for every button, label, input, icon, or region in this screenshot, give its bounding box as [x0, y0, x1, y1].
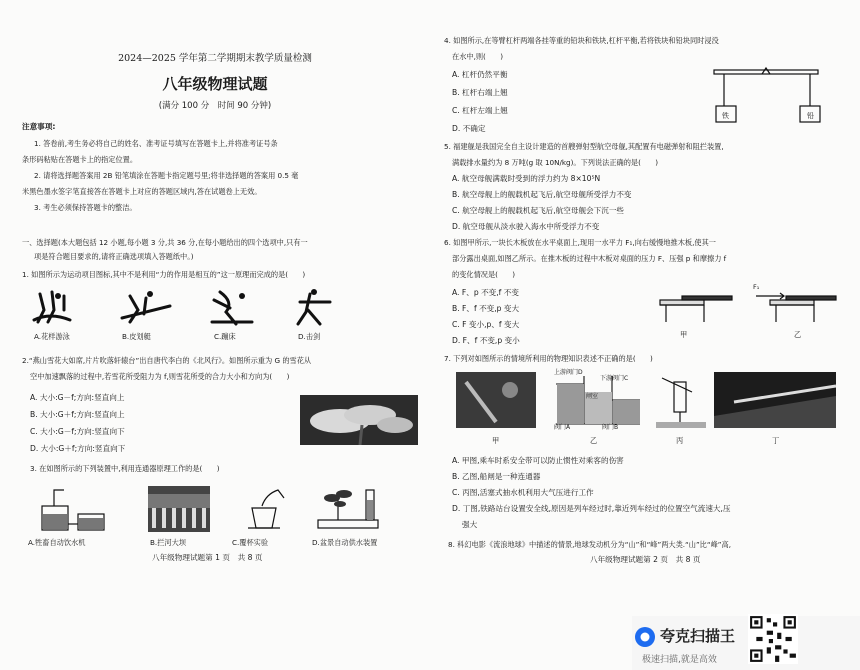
notice-heading: 注意事项: — [22, 122, 56, 131]
q3-option-c: C.覆杯实验 — [232, 538, 269, 547]
q7-fig-bing-label: 丙 — [676, 436, 684, 445]
q4-lead-label: 铅 — [807, 112, 814, 120]
exam-title: 八年级物理试题 — [162, 75, 268, 93]
q6-option-a: A. F、p 不变,f 不变 — [452, 288, 519, 297]
q2-option-c: C. 大小:G－f;方向:竖直向下 — [30, 427, 125, 436]
question-7: 7. 下列对如图所示的情境所利用的物理知识表述不正确的是( ) — [444, 354, 653, 363]
notice-line: 1. 答卷前,考生务必将自己的姓名、准考证号填写在答题卡上,并将准考证号条 — [34, 139, 278, 148]
notice-line: 2. 请将选择题答案用 2B 铅笔填涂在答题卡指定题号里;将非选择题的答案用 0.5 毫 — [34, 171, 299, 180]
q2-snow-tree-photo — [300, 395, 418, 445]
q7-lock-chamber-label: 闸室 — [586, 393, 599, 400]
q5-option-c: C. 航空母舰上的舰载机起飞后,航空母舰会下沉一些 — [452, 206, 625, 215]
section-instruction: 项是符合题目要求的,请将正确选项填入答题纸中。) — [34, 252, 194, 261]
q3-option-a: A.牲畜自动饮水机 — [28, 538, 86, 547]
q7-option-d: D. 丁图,铁路站台设置安全线,原因是列车经过时,靠近列车经过的位置空气流速大,压 — [452, 504, 731, 513]
q4-option-d: D. 不确定 — [452, 124, 486, 133]
q3-bonsai-water-figure — [312, 484, 384, 534]
q4-option-b: B. 杠杆右端上翘 — [452, 88, 508, 97]
q5-option-a: A. 航空母舰满载时受到的浮力约为 8×10⁵N — [452, 174, 601, 183]
exam-subtitle: (满分 100 分 时间 90 分钟) — [158, 101, 272, 111]
page-2 — [430, 0, 860, 670]
question-5-line-1: 5. 福建舰是我国完全自主设计建造的首艘弹射型航空母舰,其配置有电磁弹射和阻拦装置, — [444, 142, 724, 151]
q7-train-station-photo — [714, 372, 836, 428]
page-1-footer: 八年级物理试题第 1 页 共 8 页 — [152, 553, 263, 562]
q2-option-b: B. 大小:G＋f;方向:竖直向上 — [30, 410, 125, 419]
q6-fig-yi-label: 乙 — [794, 330, 802, 339]
q2-option-d: D. 大小:G＋f;方向:竖直向下 — [30, 444, 126, 453]
school-year-heading: 2024—2025 学年第二学期期末教学质量检测 — [118, 53, 312, 64]
q7-option-c: C. 丙图,活塞式抽水机利用大气压进行工作 — [452, 488, 594, 497]
question-1: 1. 如图所示为运动项目图标,其中不是利用“力的作用是相互的”这一原理而完成的是( ) — [22, 270, 306, 279]
q1-option-b: B.皮划艇 — [122, 332, 151, 341]
question-6-line-1: 6. 如图甲所示,一块长木板放在水平桌面上,现用一水平力 F₁,向右缓慢地推木板,使其一 — [444, 238, 716, 247]
q1-sport-icons — [30, 288, 350, 328]
scanner-slogan: 极速扫描,就是高效 — [642, 655, 717, 665]
q7-fig-yi-label: 乙 — [590, 436, 598, 445]
q7-option-a: A. 甲图,乘车时系安全带可以防止惯性对乘客的伤害 — [452, 456, 624, 465]
quark-logo-icon — [634, 626, 656, 648]
scanner-brand: 夸克扫描王 — [660, 627, 736, 645]
question-5-line-2: 满载排水量约为 8 万吨(g 取 10N/kg)。下列说法正确的是( ) — [452, 158, 659, 167]
q7-option-b: B. 乙图,船闸是一种连通器 — [452, 472, 541, 481]
q3-dam-photo — [148, 486, 210, 532]
page-2-footer: 八年级物理试题第 2 页 共 8 页 — [590, 555, 701, 564]
q1-option-c: C.蹦床 — [214, 332, 236, 341]
q7-seatbelt-photo — [456, 372, 536, 428]
q7-fig-ding-label: 丁 — [772, 436, 780, 445]
q6-option-c: C. F 变小,p、f 变大 — [452, 320, 520, 329]
question-6-line-3: 的变化情况是( ) — [452, 270, 516, 279]
question-6-line-2: 部分露出桌面,如图乙所示。在推木板的过程中木板对桌面的压力 F、压强 p 和摩擦力 f — [452, 254, 727, 263]
q1-option-d: D.击剑 — [298, 332, 321, 341]
q6-option-d: D. F、f 不变,p 变小 — [452, 336, 520, 345]
scanner-watermark — [632, 616, 860, 670]
question-2-line-2: 空中加速飘落的过程中,若雪花所受阻力为 f,则雪花所受的合力大小和方向为( ) — [30, 372, 290, 381]
q6-fig-jia-label: 甲 — [680, 330, 688, 339]
q5-option-b: B. 航空母舰上的舰载机起飞后,航空母舰所受浮力不变 — [452, 190, 632, 199]
notice-line: 3. 考生必须保持答题卡的整洁。 — [34, 203, 137, 212]
question-3: 3. 在如图所示的下列装置中,利用连通器原理工作的是( ) — [30, 464, 220, 473]
q7-upstream-gate-label: 上游阀门D — [554, 369, 583, 376]
question-8: 8. 科幻电影《流浪地球》中描述的情景,地球发动机分为“山”和“峰”两大类.“山”比“峰”高, — [448, 540, 731, 549]
q7-option-d-cont: 强大 — [462, 520, 478, 529]
q3-option-d: D.盆景自动供水装置 — [312, 538, 378, 547]
q6-force-label: F₁ — [753, 283, 760, 291]
q1-option-a: A.花样游泳 — [34, 332, 70, 341]
q7-valve-a-label: 阀门A — [554, 424, 571, 431]
q7-valve-b-label: 阀门B — [602, 424, 619, 431]
q3-option-b: B.拦河大坝 — [150, 538, 186, 547]
q5-option-d: D. 航空母舰从淡水驶入海水中所受浮力不变 — [452, 222, 600, 231]
q7-fig-jia-label: 甲 — [492, 436, 500, 445]
section-instruction: 一、选择题(本大题包括 12 小题,每小题 3 分,共 36 分,在每小题给出的四个选项中,只有一 — [22, 238, 308, 247]
q6-option-b: B. F、f 不变,p 变大 — [452, 304, 520, 313]
q4-option-a: A. 杠杆仍然平衡 — [452, 70, 508, 79]
notice-line: 米黑色墨水签字笔直接答在答题卡上对应的答题区域内,答在试题卷上无效。 — [22, 187, 262, 196]
question-4-line-1: 4. 如图所示,在等臂杠杆两端各挂等重的铅块和铁块,杠杆平衡,若将铁块和铅块同时浸没 — [444, 36, 719, 45]
question-4-line-2: 在水中,则( ) — [452, 52, 504, 61]
qr-code-icon — [748, 614, 798, 664]
q2-option-a: A. 大小:G－f;方向:竖直向上 — [30, 393, 125, 402]
q7-pump-figure — [652, 372, 710, 430]
q4-iron-label: 铁 — [722, 112, 729, 120]
q6-board-figure — [652, 288, 842, 328]
q7-downstream-gate-label: 下游阀门C — [600, 375, 629, 382]
q3-cup-experiment-figure — [232, 484, 292, 534]
question-2-line-1: 2.“燕山雪花大如席,片片吹落轩辕台”出自唐代李白的《北风行》。如图所示重为 G 的雪花从 — [22, 356, 312, 365]
q4-option-c: C. 杠杆左端上翘 — [452, 106, 508, 115]
notice-line: 条形码粘贴在答题卡上的指定位置。 — [22, 155, 138, 164]
q3-drinking-trough-figure — [38, 484, 108, 536]
